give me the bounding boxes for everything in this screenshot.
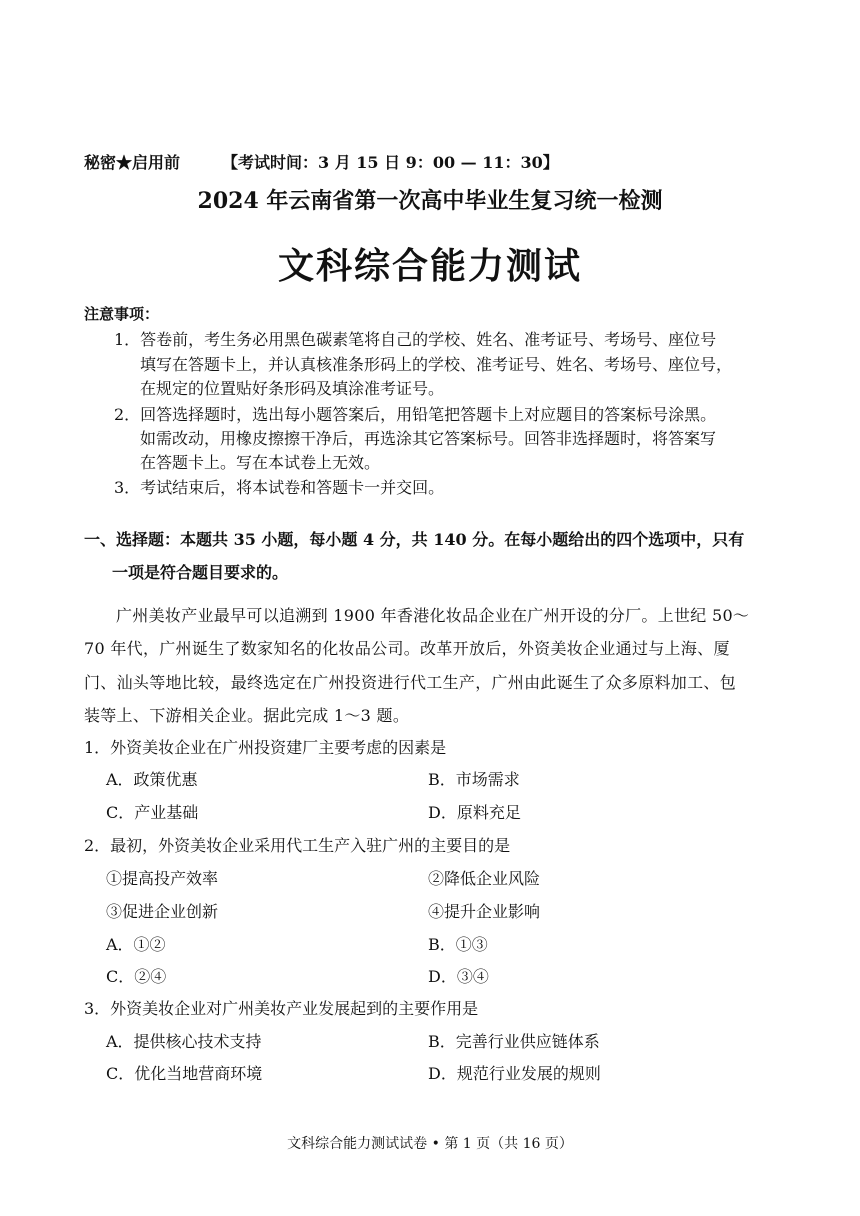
- question-item: ①提高投产效率: [106, 869, 219, 888]
- question-option: C．②④: [106, 967, 167, 986]
- notice-line: 3．考试结束后，将本试卷和答题卡一并交回。: [114, 478, 445, 497]
- question-option: B．完善行业供应链体系: [428, 1032, 600, 1051]
- page-footer: 文科综合能力测试试卷 • 第 1 页（共 16 页）: [287, 1136, 573, 1152]
- passage-line: 广州美妆产业最早可以追溯到 1900 年香港化妆品企业在广州开设的分厂。上世纪 50～: [116, 606, 750, 625]
- question-option: A．①②: [106, 935, 166, 954]
- question-option: D．规范行业发展的规则: [428, 1064, 601, 1083]
- passage-line: 70 年代，广州诞生了数家知名的化妆品公司。改革开放后，外资美妆企业通过与上海、厦: [84, 639, 730, 658]
- section-heading: 一、选择题：本题共 35 小题，每小题 4 分，共 140 分。在每小题给出的四个选项中，只有: [84, 530, 745, 549]
- notice-line: 1．答卷前，考生务必用黑色碳素笔将自己的学校、姓名、准考证号、考场号、座位号: [114, 330, 717, 349]
- passage-line: 门、汕头等地比较，最终选定在广州投资进行代工生产，广州由此诞生了众多原料加工、包: [84, 673, 737, 692]
- question-option: C．优化当地营商环境: [106, 1064, 263, 1083]
- question-stem: 3．外资美妆企业对广州美妆产业发展起到的主要作用是: [84, 999, 479, 1018]
- notice-line: 2．回答选择题时，选出每小题答案后，用铅笔把答题卡上对应题目的答案标号涂黑。: [114, 405, 717, 424]
- section-heading: 一项是符合题目要求的。: [112, 563, 289, 582]
- question-item: ③促进企业创新: [106, 902, 219, 921]
- exam-subtitle: 2024 年云南省第一次高中毕业生复习统一检测: [197, 188, 663, 214]
- notice-line: 在规定的位置贴好条形码及填涂准考证号。: [140, 379, 445, 398]
- notice-heading: 注意事项：: [84, 305, 160, 323]
- question-item: ④提升企业影响: [428, 902, 541, 921]
- exam-time: 【考试时间：3 月 15 日 9：00 — 11：30】: [222, 153, 559, 172]
- question-stem: 2．最初，外资美妆企业采用代工生产入驻广州的主要目的是: [84, 836, 511, 855]
- notice-line: 填写在答题卡上，并认真核准条形码上的学校、准考证号、姓名、考场号、座位号，: [140, 355, 733, 374]
- question-option: A．提供核心技术支持: [106, 1032, 262, 1051]
- question-option: C．产业基础: [106, 803, 199, 822]
- question-option: D．③④: [428, 967, 489, 986]
- notice-line: 如需改动，用橡皮擦擦干净后，再选涂其它答案标号。回答非选择题时，将答案写: [140, 429, 717, 448]
- secret-label: 秘密★启用前: [84, 153, 181, 172]
- question-option: A．政策优惠: [106, 770, 198, 789]
- question-stem: 1．外资美妆企业在广州投资建厂主要考虑的因素是: [84, 738, 447, 757]
- question-option: B．市场需求: [428, 770, 520, 789]
- passage-line: 装等上、下游相关企业。据此完成 1～3 题。: [84, 706, 410, 725]
- question-item: ②降低企业风险: [428, 869, 541, 888]
- question-option: D．原料充足: [428, 803, 521, 822]
- question-option: B．①③: [428, 935, 488, 954]
- notice-line: 在答题卡上。写在本试卷上无效。: [140, 453, 381, 472]
- page-title: 文科综合能力测试: [277, 245, 582, 287]
